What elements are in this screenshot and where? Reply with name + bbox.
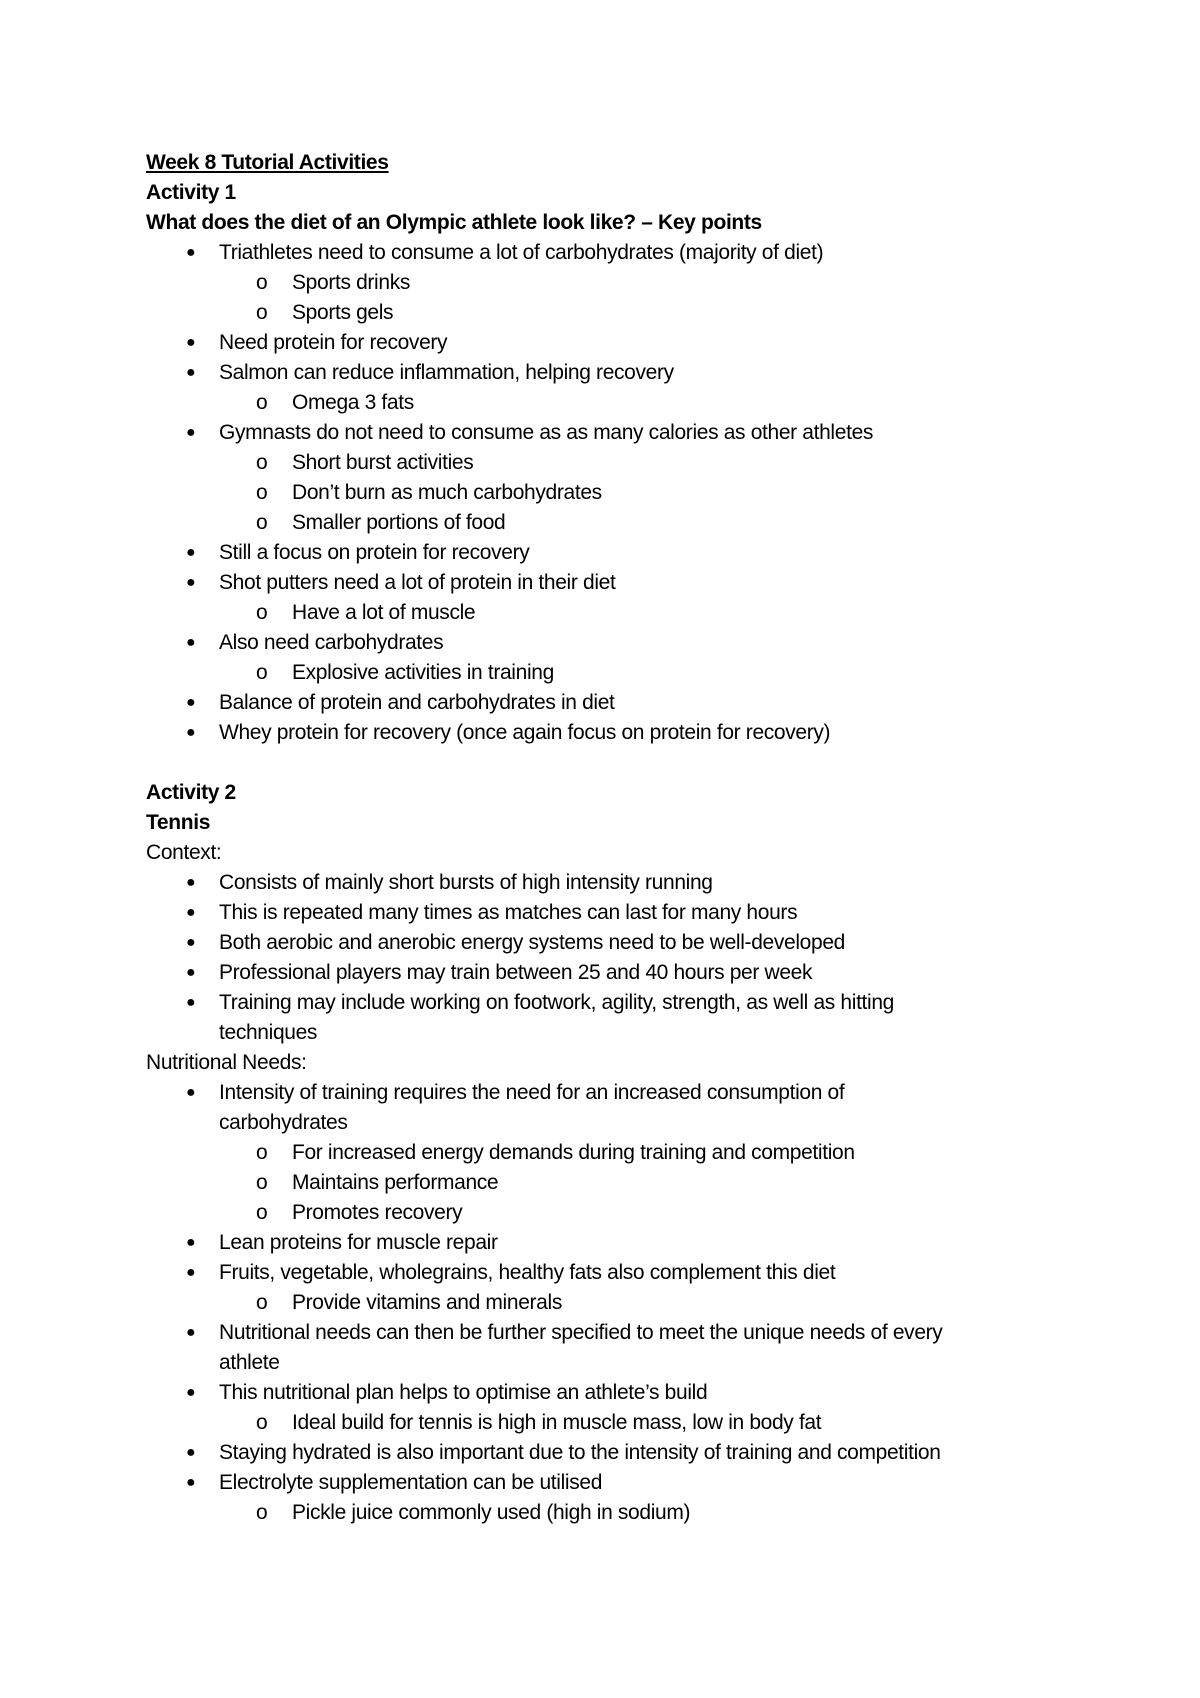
list-item-text: Shot putters need a lot of protein in their diet: [219, 571, 616, 594]
bullet-marker: ●: [186, 1264, 196, 1281]
list-item-text: Ideal build for tennis is high in muscle mass, low in body fat: [292, 1411, 822, 1434]
list-item: [146, 958, 1066, 988]
bullet-marker: ●: [186, 1384, 196, 1401]
list-item-text: Nutritional needs can then be further specified to meet the unique needs of every: [219, 1321, 943, 1344]
bullet-marker: ●: [186, 334, 196, 351]
sub-bullet-marker: o: [256, 1201, 268, 1224]
bullet-marker: ●: [186, 1474, 196, 1491]
list-item: [146, 268, 1066, 298]
list-item: [146, 1168, 1066, 1198]
list-item: [146, 1078, 1066, 1108]
list-item: [146, 658, 1066, 688]
list-item-text: Intensity of training requires the need for an increased consumption of: [219, 1081, 845, 1104]
sub-bullet-marker: o: [256, 271, 268, 294]
bullet-marker: ●: [186, 1084, 196, 1101]
sub-bullet-marker: o: [256, 661, 268, 684]
list-item: [146, 388, 1066, 418]
sub-bullet-marker: o: [256, 1411, 268, 1434]
list-item-text: Triathletes need to consume a lot of carbohydrates (majority of diet): [219, 241, 824, 264]
list-item-text: Sports drinks: [292, 271, 410, 294]
sub-bullet-marker: o: [256, 1291, 268, 1314]
list-item-text: This nutritional plan helps to optimise an athlete’s build: [219, 1381, 708, 1404]
list-item-text: Provide vitamins and minerals: [292, 1291, 562, 1314]
activity2-heading: Activity 2: [146, 781, 236, 804]
list-item: [146, 1498, 1066, 1528]
list-item: [146, 1378, 1066, 1408]
list-item: [146, 628, 1066, 658]
sub-bullet-marker: o: [256, 1171, 268, 1194]
bullet-marker: ●: [186, 904, 196, 921]
bullet-marker: ●: [186, 994, 196, 1011]
sub-bullet-marker: o: [256, 391, 268, 414]
list-item-continuation: techniques: [219, 1021, 318, 1044]
list-item-text: Smaller portions of food: [292, 511, 506, 534]
bullet-marker: ●: [186, 424, 196, 441]
list-item-text: This is repeated many times as matches can last for many hours: [219, 901, 798, 924]
list-item-text: Professional players may train between 25 and 40 hours per week: [219, 961, 813, 984]
bullet-marker: ●: [186, 724, 196, 741]
list-item: [146, 568, 1066, 598]
list-item-text: Promotes recovery: [292, 1201, 463, 1224]
list-item: [146, 718, 1066, 748]
bullet-marker: ●: [186, 694, 196, 711]
list-item-text: Electrolyte supplementation can be utilised: [219, 1471, 603, 1494]
list-item-text: Staying hydrated is also important due to the intensity of training and competition: [219, 1441, 941, 1464]
list-item: [146, 1198, 1066, 1228]
list-item-text: Sports gels: [292, 301, 394, 324]
activity1-heading: Activity 1: [146, 181, 236, 204]
list-item: [146, 328, 1066, 358]
list-item-text: Consists of mainly short bursts of high intensity running: [219, 871, 713, 894]
list-item-text: Explosive activities in training: [292, 661, 554, 684]
list-item: [146, 898, 1066, 928]
activity2-sport: Tennis: [146, 811, 211, 834]
list-item-text: Have a lot of muscle: [292, 601, 476, 624]
list-item-text: Whey protein for recovery (once again focus on protein for recovery): [219, 721, 831, 744]
list-item-text: Still a focus on protein for recovery: [219, 541, 530, 564]
document-title: Week 8 Tutorial Activities: [146, 151, 389, 174]
list-item: [146, 478, 1066, 508]
list-item-text: Maintains performance: [292, 1171, 499, 1194]
bullet-marker: ●: [186, 1234, 196, 1251]
list-item-text: Need protein for recovery: [219, 331, 448, 354]
list-item-text: Gymnasts do not need to consume as as many calories as other athletes: [219, 421, 874, 444]
bullet-marker: ●: [186, 574, 196, 591]
list-item: [146, 868, 1066, 898]
list-item: [146, 538, 1066, 568]
activity1-question: What does the diet of an Olympic athlete look like? – Key points: [146, 211, 762, 234]
document-page: [146, 148, 1066, 1528]
bullet-marker: ●: [186, 964, 196, 981]
list-item: [146, 1468, 1066, 1498]
list-item: [146, 1258, 1066, 1288]
list-item-text: Pickle juice commonly used (high in sodium): [292, 1501, 691, 1524]
list-item-continuation: carbohydrates: [219, 1111, 348, 1134]
bullet-marker: ●: [186, 364, 196, 381]
list-item-text: Short burst activities: [292, 451, 474, 474]
list-item: [146, 988, 1066, 1018]
list-item-text: Training may include working on footwork, agility, strength, as well as hitting: [219, 991, 895, 1014]
bullet-marker: ●: [186, 634, 196, 651]
list-item: [146, 688, 1066, 718]
bullet-marker: ●: [186, 1324, 196, 1341]
list-item-continuation: athlete: [219, 1351, 280, 1374]
list-item: [146, 1438, 1066, 1468]
bullet-marker: ●: [186, 934, 196, 951]
list-item: [146, 358, 1066, 388]
sub-bullet-marker: o: [256, 1141, 268, 1164]
list-item-text: Salmon can reduce inflammation, helping recovery: [219, 361, 674, 384]
list-item: [146, 928, 1066, 958]
list-item: [146, 1138, 1066, 1168]
list-item: [146, 238, 1066, 268]
list-item-text: Balance of protein and carbohydrates in diet: [219, 691, 615, 714]
bullet-marker: ●: [186, 244, 196, 261]
list-item: [146, 1408, 1066, 1438]
sub-bullet-marker: o: [256, 601, 268, 624]
list-item-text: Omega 3 fats: [292, 391, 414, 414]
sub-bullet-marker: o: [256, 511, 268, 534]
sub-bullet-marker: o: [256, 1501, 268, 1524]
list-item: [146, 1228, 1066, 1258]
list-item: [146, 448, 1066, 478]
sub-bullet-marker: o: [256, 301, 268, 324]
bullet-marker: ●: [186, 874, 196, 891]
list-item: [146, 508, 1066, 538]
bullet-marker: ●: [186, 544, 196, 561]
nutritional-needs-label: Nutritional Needs:: [146, 1051, 307, 1074]
list-item: [146, 298, 1066, 328]
section-spacer: [146, 748, 1066, 778]
list-item: [146, 1318, 1066, 1348]
sub-bullet-marker: o: [256, 481, 268, 504]
bullet-marker: ●: [186, 1444, 196, 1461]
sub-bullet-marker: o: [256, 451, 268, 474]
list-item-text: Lean proteins for muscle repair: [219, 1231, 498, 1254]
list-item-text: Both aerobic and anerobic energy systems need to be well-developed: [219, 931, 845, 954]
list-item: [146, 418, 1066, 448]
list-item-text: Also need carbohydrates: [219, 631, 444, 654]
context-label: Context:: [146, 841, 222, 864]
list-item-text: Don’t burn as much carbohydrates: [292, 481, 602, 504]
list-item-text: Fruits, vegetable, wholegrains, healthy fats also complement this diet: [219, 1261, 836, 1284]
list-item: [146, 1288, 1066, 1318]
list-item-text: For increased energy demands during training and competition: [292, 1141, 855, 1164]
list-item: [146, 598, 1066, 628]
